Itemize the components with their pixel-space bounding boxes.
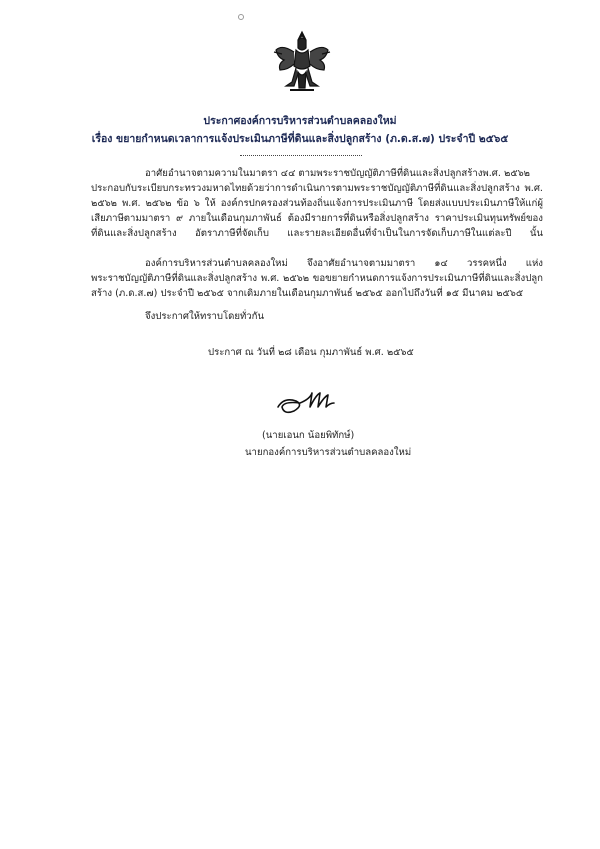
title-divider: [240, 155, 362, 156]
signature: [274, 385, 336, 419]
closing-line: จึงประกาศให้ทราบโดยทั่วกัน: [145, 311, 265, 322]
announcement-date: ประกาศ ณ วันที่ ๒๘ เดือน กุมภาพันธ์ พ.ศ. ๒๕๖๕: [208, 347, 414, 358]
body-line: องค์การบริหารส่วนตำบลคลองใหม่ จึงอาศัยอำนาจตามมาตรา ๑๔ วรรคหนึ่ง แห่ง: [145, 258, 543, 269]
signer-name: (นายเอนก น้อยพิทักษ์): [262, 430, 355, 441]
body-line: ที่ดินและสิ่งปลูกสร้าง อัตราภาษีที่จัดเก็บ และรายละเอียดอื่นที่จำเป็นในการจัดเก็บภาษีในแต่ละปี นั้น: [91, 228, 543, 239]
body-line: สร้าง (ภ.ด.ส.๗) ประจำปี ๒๕๖๕ จากเดิมภายในเดือนกุมภาพันธ์ ๒๕๖๕ ออกไปถึงวันที่ ๑๕ มีนาคม ๒๕๖๕: [91, 288, 524, 299]
body-line: พระราชบัญญัติภาษีที่ดินและสิ่งปลูกสร้าง พ.ศ. ๒๕๖๒ ขอขยายกำหนดการแจ้งการประเมินภาษีที่ดินและสิ่งปลูก: [91, 273, 543, 284]
body-line: เสียภาษีตามมาตรา ๙ ภายในเดือนกุมภาพันธ์ ต้องมีรายการที่ดินหรือสิ่งปลูกสร้าง ราคาประเมินทุนทรัพย์ของ: [91, 213, 543, 224]
body-line: ประกอบกับระเบียบกระทรวงมหาดไทยด้วยว่าการดำเนินการตามพระราชบัญญัติภาษีที่ดินและสิ่งปลูกสร้าง พ.ศ.: [91, 183, 543, 194]
announcement-subject: เรื่อง ขยายกำหนดเวลาการแจ้งประเมินภาษีที่ดินและสิ่งปลูกสร้าง (ภ.ด.ส.๗) ประจำปี ๒๕๖๕: [91, 133, 509, 145]
announcement-title: ประกาศองค์การบริหารส่วนตำบลคลองใหม่: [203, 115, 397, 127]
punch-mark: [238, 14, 244, 20]
garuda-emblem-icon: [272, 30, 332, 96]
body-line: ๒๕๖๒ พ.ศ. ๒๕๖๒ ข้อ ๖ ให้ องค์กรปกครองส่วนท้องถิ่นแจ้งการประเมินภาษี โดยส่งแบบประเมินภาษีให้แก่ผู้: [91, 198, 543, 209]
body-line: อาศัยอำนาจตามความในมาตรา ๔๔ ตามพระราชบัญญัติภาษีที่ดินและสิ่งปลูกสร้างพ.ศ. ๒๕๖๒: [145, 168, 530, 179]
signer-position: นายกองค์การบริหารส่วนตำบลคลองใหม่: [245, 447, 412, 458]
